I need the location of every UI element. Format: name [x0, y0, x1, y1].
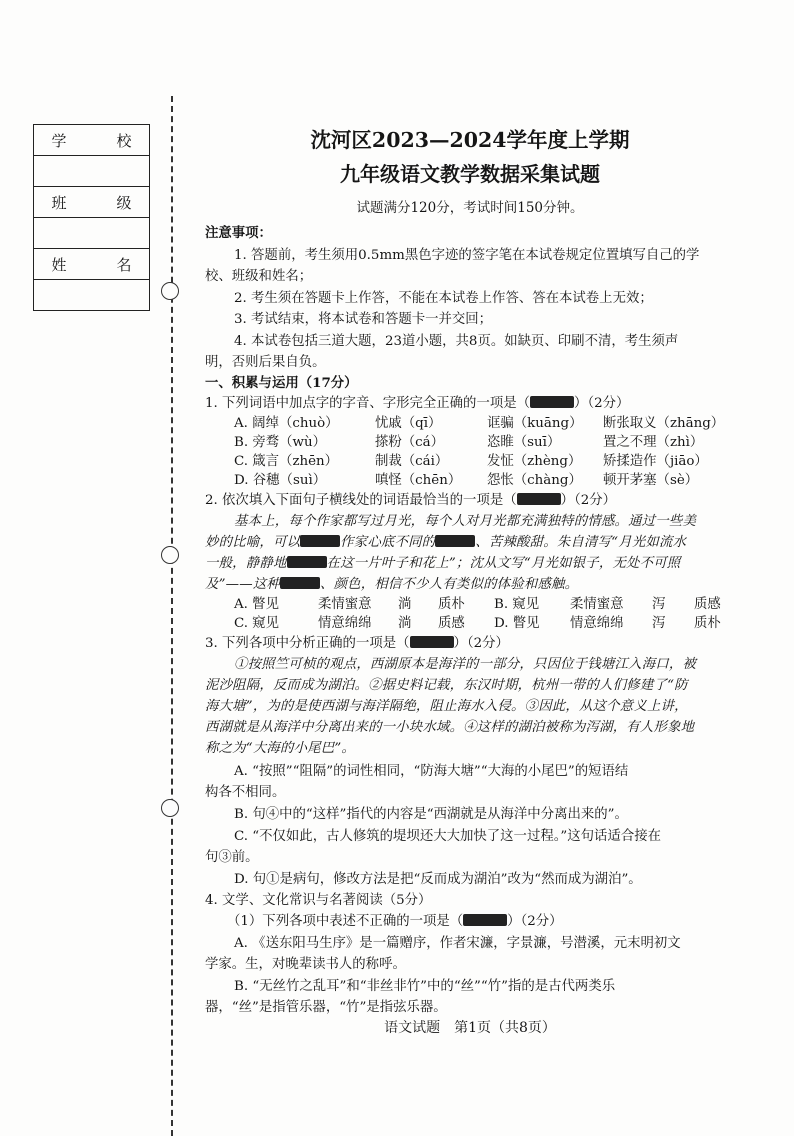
- q2-text: 妙的比喻，可以: [205, 535, 301, 550]
- q2-text: 、颜色，相信不少人有类似的体验和感触。: [320, 577, 579, 592]
- q1-option-a-2: 忧戚（qī）: [375, 416, 442, 431]
- q1-option-d-4: 顿开茅塞（sè）: [603, 473, 699, 488]
- q2-passage-line-2: [205, 531, 686, 550]
- q2-option-c-4: 质感: [438, 616, 465, 631]
- blank-redaction: [435, 535, 475, 547]
- q4-option-a-cont: 学家。生，对晚辈读书人的称呼。: [205, 957, 406, 972]
- school-field[interactable]: [34, 156, 149, 187]
- blank-redaction: [287, 556, 327, 568]
- q2-passage-line-1: 基本上，每个作家都写过月光，每个人对月光都充满独特的情感。通过一些美: [234, 514, 697, 529]
- q2-passage-line-4: [205, 573, 578, 592]
- page-footer: 语文试题 第1页（共8页）: [384, 1020, 556, 1036]
- q1-option-d-1: D. 谷穗（suì）: [234, 473, 327, 488]
- q2-text: 一般，静静地: [205, 556, 287, 571]
- q2-option-a-3: 淌: [398, 597, 412, 612]
- q3-passage-line-4: 西湖就是从海洋中分离出来的一小块水域。④这样的湖泊被称为泻湖，有人形象地: [205, 720, 695, 735]
- name-label-char-1: 姓: [51, 255, 67, 274]
- q3-option-a: A. “按照”“阻隔”的词性相同，“防海大塘”“大海的小尾巴”的短语结: [234, 764, 629, 779]
- q1-option-c-1: C. 箴言（zhēn）: [234, 454, 339, 469]
- q1-option-a-3: 诓骗（kuāng）: [487, 416, 583, 431]
- q1-option-a-4: 断张取义（zhāng）: [603, 416, 725, 431]
- q4-option-b: B. “无丝竹之乱耳”和“非丝非竹”中的“丝”“竹”指的是古代两类乐: [234, 979, 616, 994]
- q2-option-c-2: 情意绵绵: [318, 616, 372, 631]
- q2-option-c-3: 淌: [398, 616, 412, 631]
- q4-stem: 4. 文学、文化常识与名著阅读（5分）: [205, 893, 432, 908]
- notice-item-3: 3. 考试结束，将本试卷和答题卡一并交回；: [234, 312, 493, 327]
- name-label-char-2: 名: [116, 255, 132, 274]
- answer-redaction: [530, 396, 574, 408]
- q1-stem-text: 1. 下列词语中加点字的字音、字形完全正确的一项是（: [205, 396, 531, 411]
- q2-text: 在这一片叶子和花上”；沈从文写“月光如银子，无处不可照: [326, 556, 681, 571]
- section-1-heading: 一、积累与运用（17分）: [205, 375, 358, 391]
- q1-option-c-3: 发怔（zhèng）: [487, 454, 582, 469]
- answer-redaction: [410, 636, 454, 648]
- binding-hole-1: [161, 282, 179, 300]
- q3-points: ）（2分）: [453, 636, 509, 651]
- q3-stem-text: 3. 下列各项中分析正确的一项是（: [205, 636, 410, 651]
- q1-option-d-2: 嗔怪（chēn）: [375, 473, 462, 488]
- q1-option-b-1: B. 旁骛（wù）: [234, 435, 327, 450]
- q2-passage-line-3: [205, 552, 680, 571]
- q3-option-b: B. 句④中的“这样”指代的内容是“西湖就是从海洋中分离出来的”。: [234, 807, 628, 822]
- q3-stem: [205, 632, 509, 651]
- q1-points: ）（2分）: [574, 396, 630, 411]
- notice-item-2: 2. 考生须在答题卡上作答，不能在本试卷上作答、答在本试卷上无效；: [234, 291, 653, 306]
- exam-title: 沈河区2023—2024学年度上学期: [310, 128, 630, 152]
- q2-option-d-2: 情意绵绵: [570, 616, 624, 631]
- q3-option-d: D. 句①是病句，修改方法是把“反而成为湖泊”改为“然而成为湖泊”。: [234, 872, 642, 887]
- score-time-line: 试题满分120分，考试时间150分钟。: [356, 200, 584, 216]
- class-label-row: [34, 187, 149, 218]
- q2-option-b-3: 泻: [652, 597, 666, 612]
- q4-option-b-cont: 器，“丝”是指管乐器，“竹”是指弦乐器。: [205, 1000, 447, 1015]
- q4-sub1-points: ）（2分）: [507, 914, 563, 929]
- q2-option-a-2: 柔情蜜意: [318, 597, 372, 612]
- binding-dashed-line: [171, 96, 173, 1136]
- binding-hole-3: [161, 799, 179, 817]
- q2-option-a-4: 质朴: [438, 597, 465, 612]
- class-label-char-2: 级: [116, 193, 132, 212]
- school-label-char-2: 校: [116, 131, 132, 150]
- notice-item-1-cont: 校、班级和姓名；: [205, 269, 313, 284]
- class-label-char-1: 班: [51, 193, 67, 212]
- notice-item-1: 1. 答题前，考生须用0.5mm黑色字迹的签字笔在本试卷规定位置填写自己的学: [234, 248, 700, 263]
- school-label-row: [34, 125, 149, 156]
- answer-redaction: [463, 914, 507, 926]
- name-field[interactable]: [34, 280, 149, 310]
- name-label-row: [34, 249, 149, 280]
- q2-stem-text: 2. 依次填入下面句子横线处的词语最恰当的一项是（: [205, 493, 517, 508]
- q4-sub1-text: （1）下列各项中表述不正确的一项是（: [227, 914, 464, 929]
- q1-option-a-1: A. 阔绰（chuò）: [234, 416, 339, 431]
- class-field[interactable]: [34, 218, 149, 249]
- q2-option-d-1: D. 瞥见: [494, 616, 540, 631]
- exam-subtitle: 九年级语文教学数据采集试题: [340, 162, 600, 186]
- q2-option-d-3: 泻: [652, 616, 666, 631]
- q1-option-d-3: 怨怅（chàng）: [487, 473, 582, 488]
- blank-redaction: [300, 535, 340, 547]
- q2-option-b-1: B. 窥见: [494, 597, 540, 612]
- q2-option-a-1: A. 瞥见: [234, 597, 279, 612]
- q3-passage-line-1: ①按照竺可桢的观点，西湖原本是海洋的一部分，只因位于钱塘江入海口，被: [234, 657, 697, 672]
- q3-passage-line-5: 称之为“大海的小尾巴”。: [205, 741, 355, 756]
- q2-text: 、苦辣酸甜。朱自清写“月光如流水: [475, 535, 687, 550]
- q2-text: 及”——这种: [205, 577, 280, 592]
- q1-option-c-2: 制裁（cái）: [375, 454, 449, 469]
- q4-sub1-stem: [227, 910, 563, 929]
- q2-option-b-4: 质感: [694, 597, 721, 612]
- q3-passage-line-3: 海大塘”，为的是使西湖与海洋隔绝，阻止海水入侵。③因此，从这个意义上讲，: [205, 699, 688, 714]
- q2-option-d-4: 质朴: [694, 616, 721, 631]
- q1-option-c-4: 矫揉造作（jiāo）: [603, 454, 708, 469]
- q3-option-a-cont: 构各不相同。: [205, 785, 286, 800]
- answer-redaction: [517, 493, 561, 505]
- q3-passage-line-2: 泥沙阻隔，反而成为湖泊。②据史料记载，东汉时期，杭州一带的人们修建了“防: [205, 678, 688, 693]
- student-info-box: [33, 124, 150, 311]
- q2-option-b-2: 柔情蜜意: [570, 597, 624, 612]
- blank-redaction: [280, 577, 320, 589]
- q2-points: ）（2分）: [560, 493, 617, 508]
- q1-stem: [205, 392, 629, 411]
- q2-option-c-1: C. 窥见: [234, 616, 280, 631]
- q3-option-c: C. “不仅如此，古人修筑的堤坝还大大加快了这一过程。”这句话适合接在: [234, 829, 661, 844]
- notice-heading: 注意事项：: [205, 225, 272, 241]
- q3-option-c-cont: 句③前。: [205, 850, 259, 865]
- school-label-char-1: 学: [51, 131, 67, 150]
- q4-option-a: A. 《送东阳马生序》是一篇赠序，作者宋濂，字景濂，号潜溪，元末明初文: [234, 936, 681, 951]
- q1-option-b-2: 搽粉（cá）: [375, 435, 445, 450]
- q1-option-b-4: 置之不理（zhì）: [603, 435, 704, 450]
- binding-hole-2: [161, 546, 179, 564]
- q2-text: 作家心底不同的: [340, 535, 436, 550]
- notice-item-4-cont: 明，否则后果自负。: [205, 355, 326, 370]
- q2-stem: [205, 489, 616, 508]
- notice-item-4: 4. 本试卷包括三道大题，23道小题，共8页。如缺页、印刷不清，考生须声: [234, 334, 679, 349]
- q1-option-b-3: 恣睢（suī）: [487, 435, 561, 450]
